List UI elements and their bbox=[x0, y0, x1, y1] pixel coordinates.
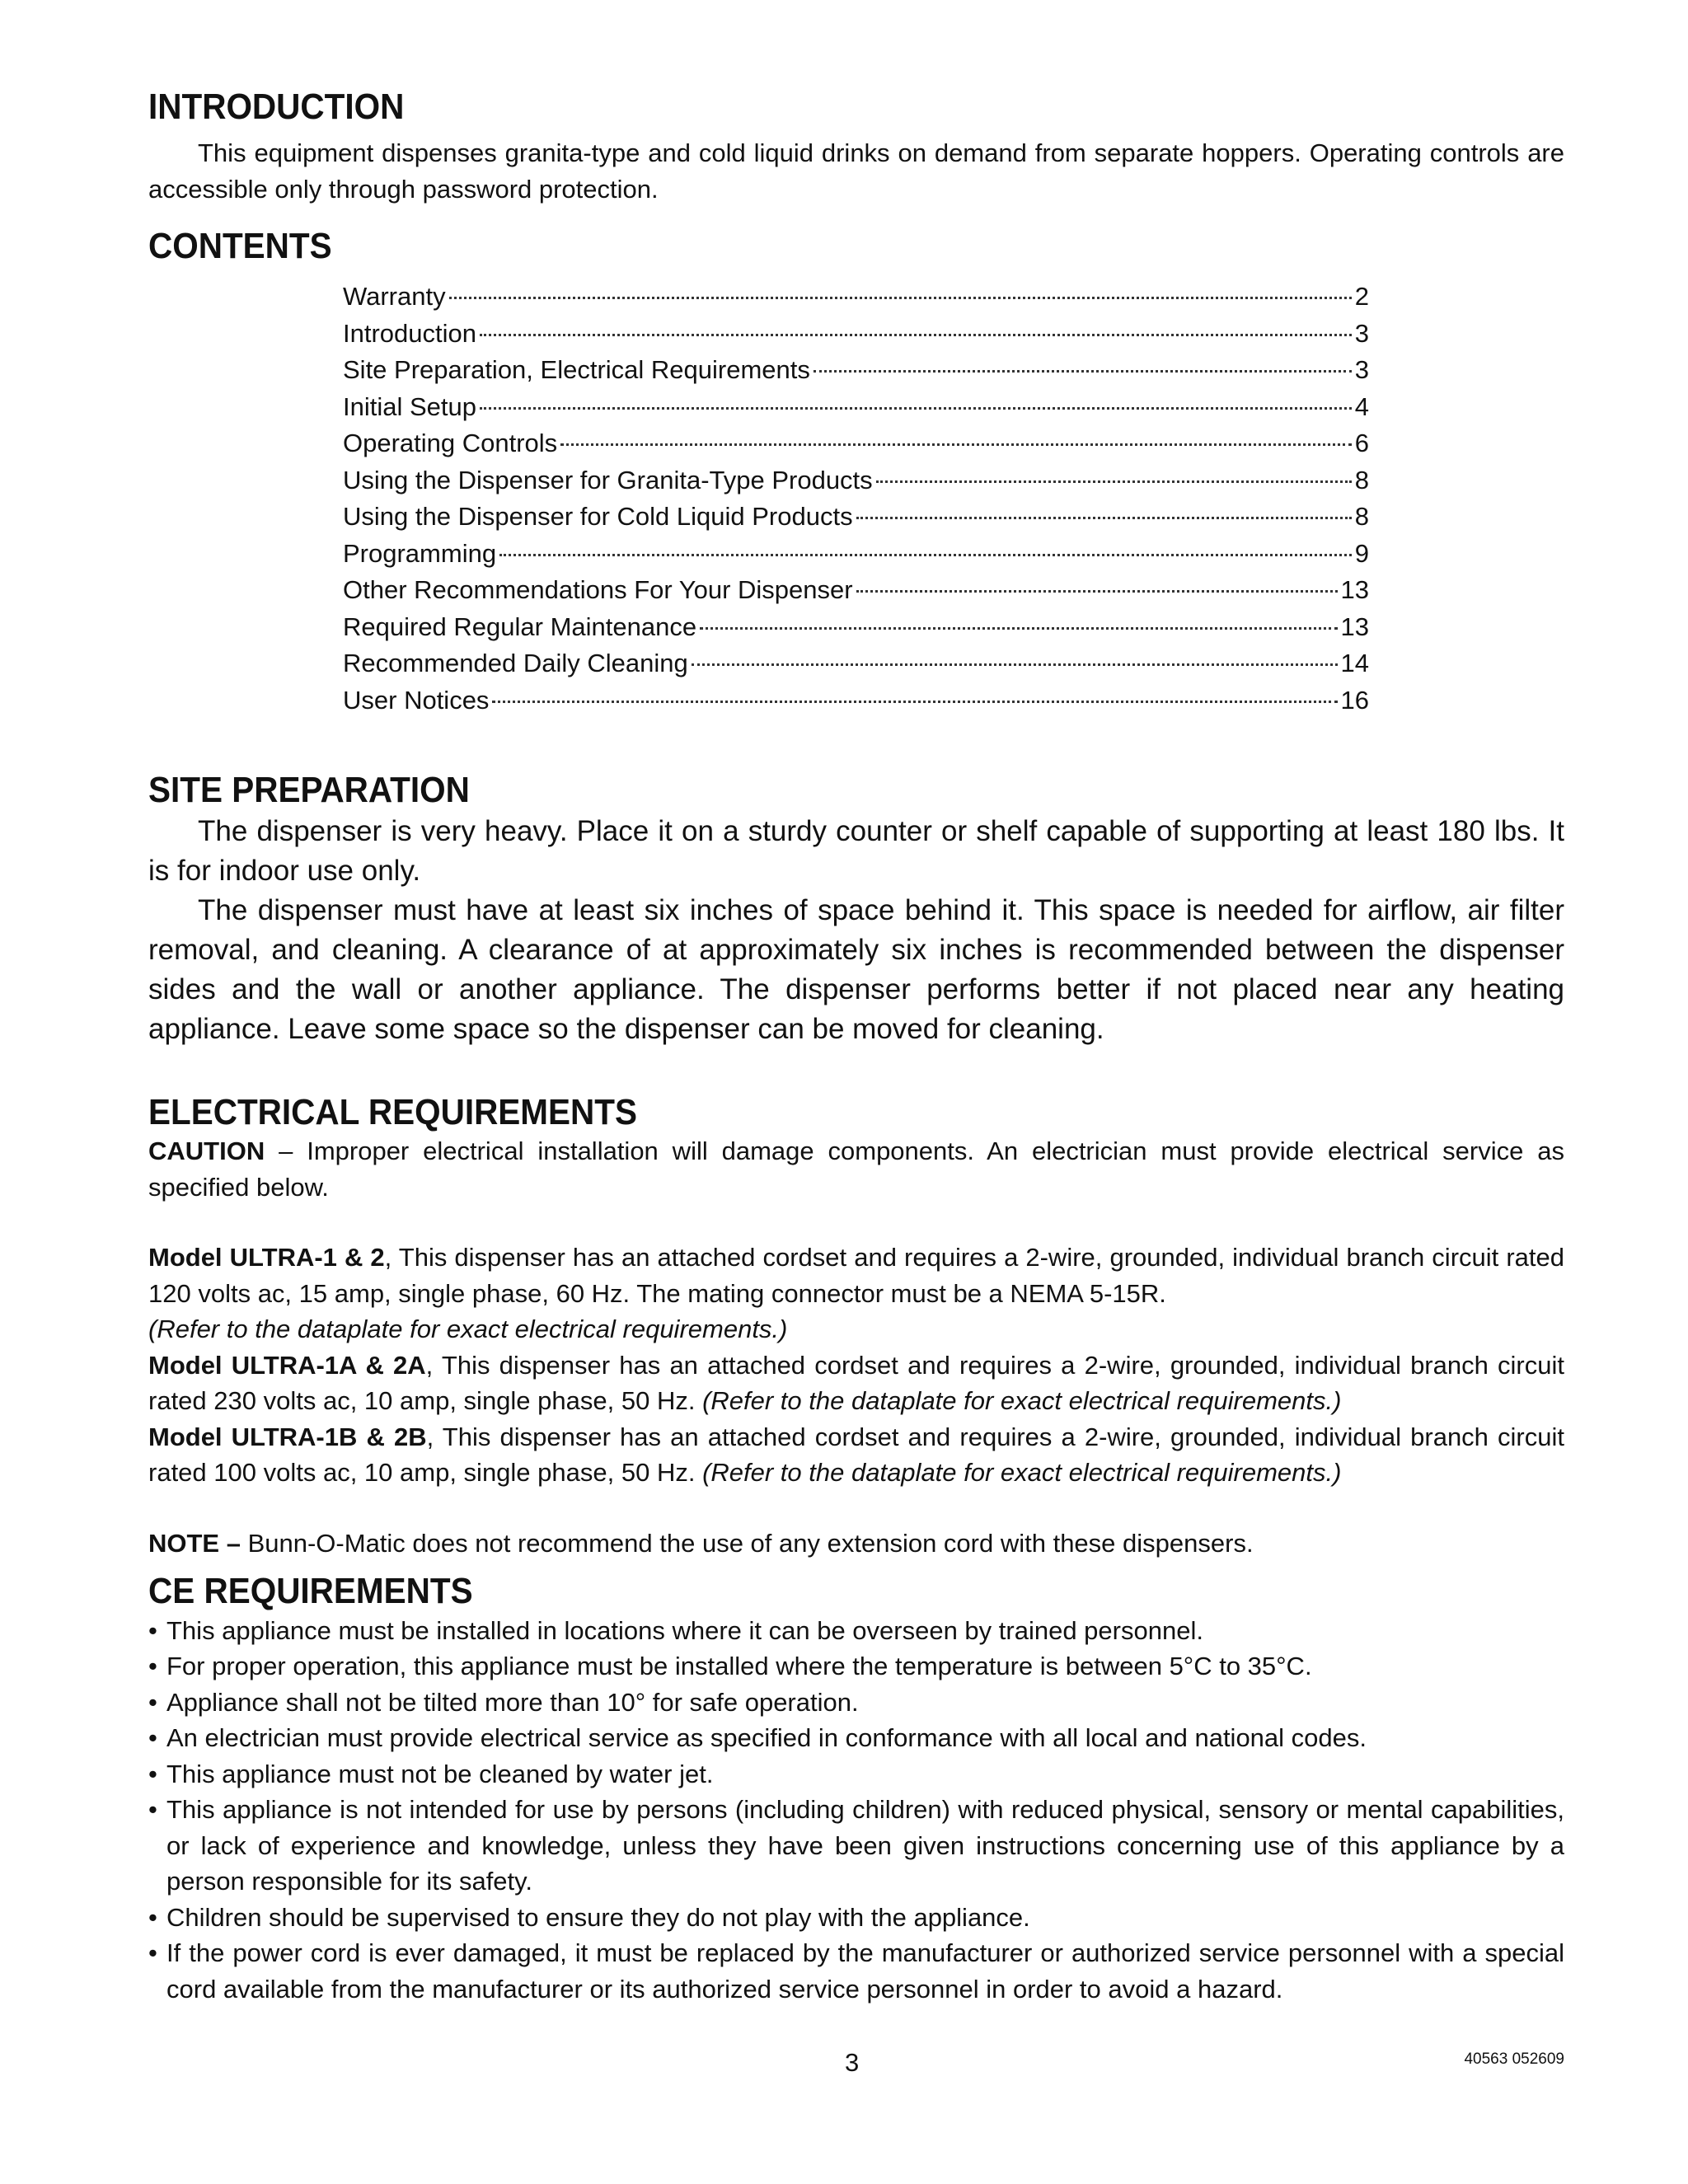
toc-title: Recommended Daily Cleaning bbox=[343, 649, 688, 678]
bullet-icon: • bbox=[148, 1615, 157, 1645]
toc-entry bbox=[343, 572, 1369, 609]
ce-list-item bbox=[148, 1685, 1564, 1721]
toc-entry bbox=[343, 462, 1369, 499]
contents-section bbox=[148, 226, 1564, 719]
model-label: Model ULTRA-1 & 2 bbox=[148, 1243, 385, 1272]
ce-item-text: If the power cord is ever damaged, it must be replaced by the manufacturer or authorized service personnel with a special cord available from the manufacturer or its authorized service personnel in order to avoid a hazard. bbox=[166, 1938, 1564, 2004]
toc-leader bbox=[492, 701, 1337, 703]
introduction-section bbox=[148, 87, 1564, 208]
introduction-heading: INTRODUCTION bbox=[148, 87, 405, 127]
toc-leader bbox=[700, 627, 1337, 630]
model-ultra-1b-paragraph bbox=[148, 1419, 1564, 1491]
site-paragraph-1: The dispenser is very heavy. Place it on a sturdy counter or shelf capable of supporting at least 180 lbs. It is for indoor use only. bbox=[148, 814, 1564, 887]
ce-list-item bbox=[148, 1720, 1564, 1756]
introduction-text: This equipment dispenses granita-type and cold liquid drinks on demand from separate hoppers. Operating controls are accessible only through password protection. bbox=[148, 138, 1564, 204]
model-text: , This dispenser has an attached cordset and requires a 2-wire, grounded, individual branch circuit rated 230 volts ac, 10 amp, single phase, 50 Hz. bbox=[148, 1350, 1564, 1416]
bullet-icon: • bbox=[148, 1759, 157, 1788]
toc-title: Other Recommendations For Your Dispenser bbox=[343, 575, 853, 605]
toc-leader bbox=[480, 334, 1352, 336]
toc-leader bbox=[814, 370, 1352, 373]
ce-item-text: This appliance is not intended for use by persons (including children) with reduced physical, sensory or mental capabilities, or lack of experience and knowledge, unless they have been given instructions concerning use of this appliance by a person responsible for its safety. bbox=[166, 1795, 1564, 1896]
toc-title: Site Preparation, Electrical Requirements bbox=[343, 355, 810, 385]
bullet-icon: • bbox=[148, 1795, 157, 1825]
ce-list-item bbox=[148, 1756, 1564, 1793]
toc-leader bbox=[449, 297, 1352, 299]
toc-page: 16 bbox=[1340, 685, 1369, 715]
ce-heading: CE REQUIREMENTS bbox=[148, 1571, 473, 1612]
dataplate-note: (Refer to the dataplate for exact electrical requirements.) bbox=[702, 1458, 1342, 1488]
site-preparation-section bbox=[148, 770, 1564, 1049]
dataplate-note: (Refer to the dataplate for exact electrical requirements.) bbox=[148, 1315, 788, 1344]
caution-label: CAUTION bbox=[148, 1137, 265, 1166]
ce-list bbox=[148, 1613, 1564, 2008]
toc-entry bbox=[343, 389, 1369, 426]
ce-item-text: This appliance must be installed in locations where it can be overseen by trained personnel. bbox=[166, 1615, 1203, 1645]
toc-page: 3 bbox=[1354, 355, 1369, 385]
ce-item-text: For proper operation, this appliance must be installed where the temperature is between 5°C to 35°C. bbox=[166, 1652, 1312, 1681]
ce-list-item bbox=[148, 1648, 1564, 1685]
toc-title: Programming bbox=[343, 538, 497, 568]
toc-leader bbox=[856, 590, 1338, 593]
toc-leader bbox=[560, 443, 1352, 446]
toc-page: 4 bbox=[1354, 391, 1369, 421]
toc-entry bbox=[343, 499, 1369, 536]
toc-title: Using the Dispenser for Granita-Type Products bbox=[343, 465, 873, 494]
toc-leader bbox=[480, 407, 1352, 410]
toc-leader bbox=[876, 480, 1352, 483]
caution-paragraph bbox=[148, 1133, 1564, 1205]
bullet-icon: • bbox=[148, 1687, 157, 1717]
contents-list bbox=[148, 279, 1369, 719]
toc-title: User Notices bbox=[343, 685, 490, 715]
ce-list-item bbox=[148, 1792, 1564, 1900]
toc-entry bbox=[343, 609, 1369, 646]
toc-title: Using the Dispenser for Cold Liquid Products bbox=[343, 502, 853, 532]
note-label: NOTE – bbox=[148, 1528, 241, 1558]
model-ultra-1-paragraph bbox=[148, 1240, 1564, 1347]
toc-leader bbox=[692, 663, 1338, 666]
note-paragraph bbox=[148, 1526, 1564, 1562]
ce-list-item bbox=[148, 1613, 1564, 1649]
bullet-icon: • bbox=[148, 1723, 157, 1753]
model-label: Model ULTRA-1B & 2B bbox=[148, 1422, 427, 1451]
toc-title: Operating Controls bbox=[343, 429, 558, 458]
model-text: , This dispenser has an attached cordset and requires a 2-wire, grounded, individual branch circuit rated 120 volts ac, 15 amp, single phase, 60 Hz. The mating connector must be a NEMA 5-15R. bbox=[148, 1243, 1564, 1308]
toc-page: 9 bbox=[1354, 538, 1369, 568]
toc-page: 14 bbox=[1340, 649, 1369, 678]
ce-requirements-section bbox=[148, 1571, 1564, 2007]
toc-page: 6 bbox=[1354, 429, 1369, 458]
toc-page: 8 bbox=[1354, 502, 1369, 532]
caution-text: – Improper electrical installation will damage components. An electrician must provide electrical service as specified below. bbox=[148, 1137, 1564, 1202]
model-ultra-1a-paragraph bbox=[148, 1347, 1564, 1419]
document-code: 40563 052609 bbox=[1464, 2050, 1564, 2068]
ce-item-text: This appliance must not be cleaned by water jet. bbox=[166, 1759, 714, 1788]
toc-leader bbox=[856, 517, 1352, 519]
toc-title: Warranty bbox=[343, 282, 446, 312]
dataplate-note: (Refer to the dataplate for exact electrical requirements.) bbox=[702, 1386, 1342, 1416]
toc-entry bbox=[343, 645, 1369, 682]
toc-page: 3 bbox=[1354, 318, 1369, 348]
toc-page: 13 bbox=[1340, 575, 1369, 605]
site-paragraph-2: The dispenser must have at least six inches of space behind it. This space is needed for airflow, air filter removal, and cleaning. A clearance of at approximately six inches is recommended between the dispenser sides and the wall or another appliance. The dispenser performs better if not placed near any heating appliance. Leave some space so the dispenser can be moved for cleaning. bbox=[148, 893, 1564, 1045]
site-preparation-heading: SITE PREPARATION bbox=[148, 770, 470, 811]
ce-item-text: Appliance shall not be tilted more than 10° for safe operation. bbox=[166, 1687, 859, 1717]
toc-title: Initial Setup bbox=[343, 391, 476, 421]
toc-entry bbox=[343, 316, 1369, 353]
note-text: Bunn-O-Matic does not recommend the use of any extension cord with these dispensers. bbox=[240, 1528, 1254, 1558]
page-content bbox=[148, 87, 1564, 2007]
toc-title: Introduction bbox=[343, 318, 476, 348]
electrical-heading: ELECTRICAL REQUIREMENTS bbox=[148, 1091, 637, 1132]
model-text: , This dispenser has an attached cordset and requires a 2-wire, grounded, individual branch circuit rated 100 volts ac, 10 amp, single phase, 50 Hz. bbox=[148, 1422, 1564, 1488]
toc-entry bbox=[343, 425, 1369, 462]
toc-entry bbox=[343, 279, 1369, 316]
model-label: Model ULTRA-1A & 2A bbox=[148, 1350, 426, 1380]
bullet-icon: • bbox=[148, 1652, 157, 1681]
toc-page: 8 bbox=[1354, 465, 1369, 494]
ce-item-text: An electrician must provide electrical service as specified in conformance with all local and national codes. bbox=[166, 1723, 1367, 1753]
contents-heading: CONTENTS bbox=[148, 225, 332, 266]
ce-list-item bbox=[148, 1900, 1564, 1936]
toc-leader bbox=[499, 554, 1352, 556]
toc-page: 2 bbox=[1354, 282, 1369, 312]
bullet-icon: • bbox=[148, 1938, 157, 1968]
toc-entry bbox=[343, 682, 1369, 719]
ce-item-text: Children should be supervised to ensure they do not play with the appliance. bbox=[166, 1902, 1030, 1932]
toc-page: 13 bbox=[1340, 612, 1369, 641]
toc-title: Required Regular Maintenance bbox=[343, 612, 697, 641]
electrical-requirements-section bbox=[148, 1092, 1564, 1562]
toc-entry bbox=[343, 352, 1369, 389]
page-number: 3 bbox=[845, 2048, 860, 2077]
toc-entry bbox=[343, 536, 1369, 573]
ce-list-item bbox=[148, 1935, 1564, 2007]
bullet-icon: • bbox=[148, 1902, 157, 1932]
